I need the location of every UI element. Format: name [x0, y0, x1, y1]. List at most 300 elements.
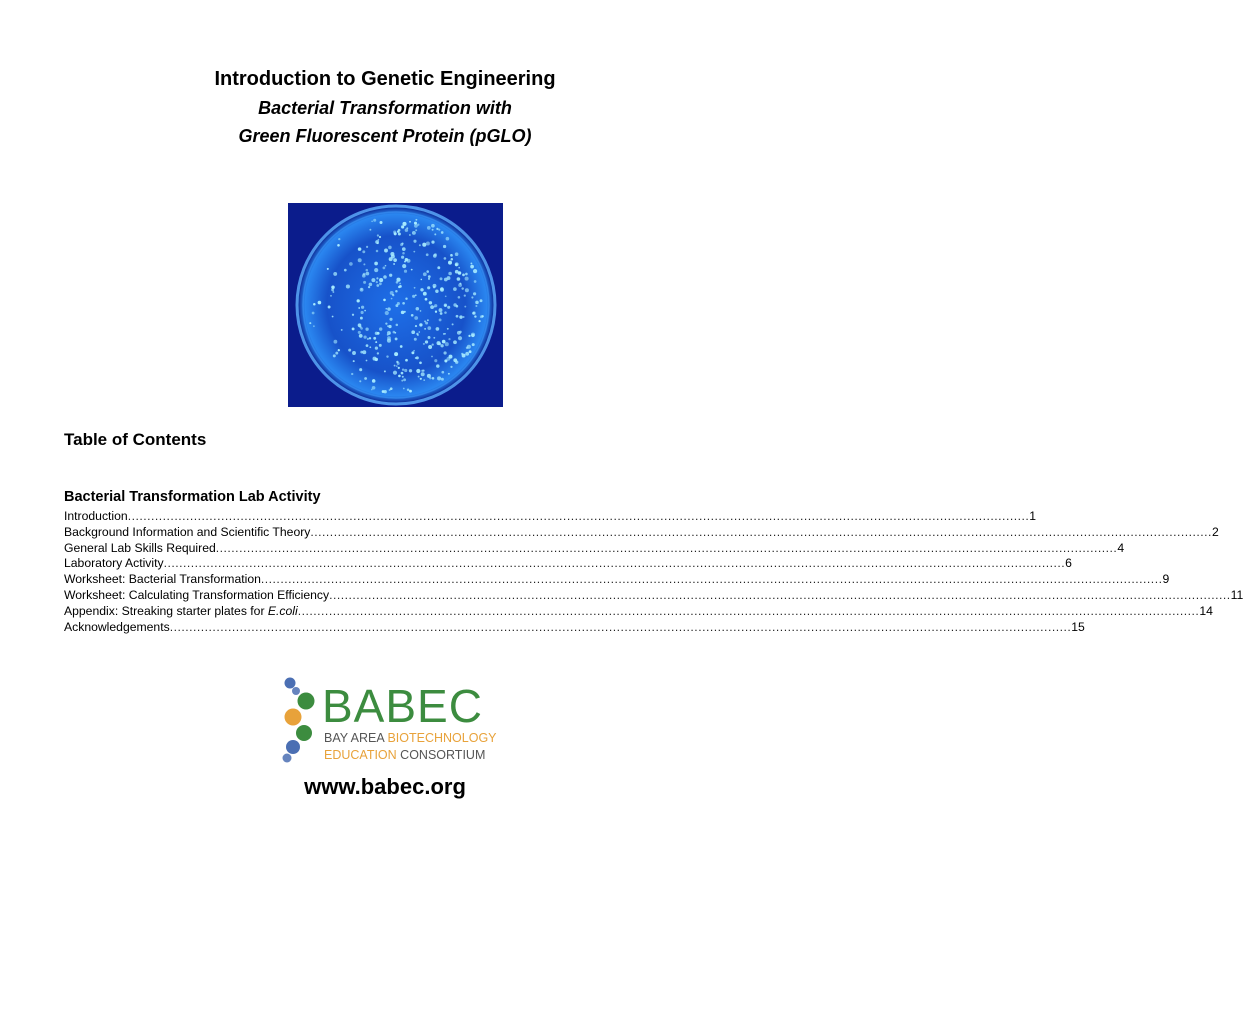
colony-dot [405, 359, 408, 362]
colony-dot [428, 278, 430, 280]
document-title: Introduction to Genetic Engineering [214, 68, 556, 90]
colony-dot [440, 287, 444, 291]
colony-dot [433, 286, 435, 288]
colony-dot [360, 317, 363, 320]
colony-dot [398, 367, 400, 369]
colony-dot [464, 294, 466, 296]
colony-dot [457, 331, 461, 335]
colony-dot [373, 357, 377, 361]
colony-dot [472, 311, 476, 315]
toc-list [64, 509, 1243, 635]
colony-dot [432, 377, 435, 380]
colony-dot [393, 371, 397, 375]
colony-dot [379, 282, 382, 285]
colony-dot [456, 305, 459, 308]
colony-dot [358, 258, 362, 262]
colony-dot [470, 265, 474, 269]
toc-entry-page: 9 [1162, 572, 1170, 587]
colony-dot [448, 338, 450, 340]
colony-dot [369, 283, 373, 287]
colony-dot [440, 312, 443, 315]
colony-dot [378, 239, 380, 241]
colony-dot [344, 269, 347, 272]
colony-dot [424, 320, 426, 322]
colony-dot [398, 233, 401, 236]
colony-dot [396, 365, 398, 367]
toc-leader [164, 556, 1066, 572]
petri-dish-photo [288, 203, 503, 407]
colony-dot [404, 369, 407, 372]
colony-dot [438, 342, 441, 345]
toc-entry-page: 2 [1211, 524, 1219, 539]
colony-dot [388, 325, 391, 328]
colony-dot [413, 350, 415, 352]
colony-dot [414, 338, 417, 341]
toc-entry-page: 4 [1117, 540, 1125, 555]
colony-dot [395, 290, 398, 293]
colony-dot [468, 335, 470, 337]
colony-dot [451, 258, 454, 261]
colony-dot [443, 245, 446, 248]
colony-dot [333, 272, 337, 276]
toc-entry-page: 11 [1230, 587, 1243, 602]
colony-dot [426, 270, 429, 273]
colony-dot [341, 329, 343, 331]
colony-dot [445, 342, 449, 346]
colony-dot [402, 252, 405, 255]
colony-dot [415, 357, 417, 359]
colony-dot [376, 281, 378, 283]
colony-dot [387, 307, 391, 311]
colony-dot [402, 376, 404, 378]
toc-entry-page: 14 [1199, 603, 1213, 618]
colony-dot [427, 226, 431, 230]
colony-dot [439, 318, 442, 321]
toc-entry[interactable] [64, 509, 1037, 525]
colony-dot [372, 379, 376, 383]
colony-dot [338, 238, 340, 240]
colony-dot [330, 295, 332, 297]
colony-dot [358, 331, 361, 334]
colony-dot [346, 284, 350, 288]
colony-dot [400, 243, 403, 246]
colony-dot [393, 331, 396, 334]
colony-dot [465, 288, 469, 292]
colony-dot [348, 349, 351, 352]
colony-dot [313, 325, 315, 327]
colony-dot [333, 354, 336, 357]
colony-dot [376, 250, 379, 253]
colony-dot [431, 240, 434, 243]
colony-dot [427, 374, 431, 378]
colony-dot [446, 237, 450, 241]
colony-dot [450, 366, 452, 368]
colony-dot [432, 343, 434, 345]
colony-dot [374, 262, 378, 266]
toc-leader [128, 509, 1030, 525]
website-url[interactable]: www.babec.org [304, 774, 466, 799]
colony-dot [427, 319, 429, 321]
colony-dot [398, 286, 400, 288]
toc-entry-page: 6 [1065, 556, 1072, 571]
colony-dot [375, 341, 377, 343]
colony-dot [414, 316, 418, 320]
colony-dot [366, 246, 368, 248]
toc-leader [170, 620, 1072, 636]
colony-dot [458, 296, 461, 299]
colony-dot [389, 257, 393, 261]
colony-dot [475, 301, 479, 305]
colony-dot [426, 242, 430, 246]
colony-dot [385, 311, 389, 315]
colony-dot [437, 266, 440, 269]
colony-dot [475, 305, 477, 307]
colony-dot [369, 346, 371, 348]
colony-dot [428, 275, 431, 278]
toc-heading: Table of Contents [64, 430, 207, 449]
colony-dot [367, 338, 369, 340]
colony-dot [469, 350, 472, 353]
babec-logo [276, 675, 497, 767]
colony-dot [474, 280, 477, 283]
colony-dot [480, 299, 483, 302]
colony-dot [376, 277, 378, 279]
document-subtitle-line2: Green Fluorescent Protein (pGLO) [238, 126, 532, 146]
colony-dot [360, 351, 363, 354]
colony-dot [411, 314, 414, 317]
colony-dot [444, 257, 447, 260]
toc-entry[interactable] [64, 540, 1125, 557]
toc-entry-label: Worksheet: Bacterial Transformation [64, 572, 261, 587]
colony-dot [461, 287, 463, 289]
colony-dot [401, 226, 404, 229]
colony-dot [402, 368, 404, 370]
colony-dot [387, 336, 391, 340]
colony-dot [397, 302, 400, 305]
colony-dot [478, 320, 480, 322]
logo-tagline-line2: EDUCATION CONSORTIUM [324, 748, 486, 762]
colony-dot [413, 240, 416, 243]
colony-dot [361, 311, 364, 314]
colony-dot [411, 330, 415, 334]
toc-entry[interactable] [64, 572, 1170, 588]
colony-dot [448, 261, 452, 265]
colony-dot [395, 337, 398, 340]
toc-entry[interactable] [64, 603, 1213, 620]
colony-dot [449, 355, 453, 359]
colony-dot [402, 264, 406, 268]
colony-dot [444, 311, 447, 314]
colony-dot [414, 287, 416, 289]
colony-dot [432, 229, 434, 231]
colony-dot [459, 315, 462, 318]
colony-dot [383, 299, 386, 302]
toc-entry-label: Acknowledgements [64, 619, 170, 634]
colony-dot [388, 246, 392, 250]
toc-entry[interactable] [64, 556, 1072, 572]
colony-dot [415, 219, 417, 221]
colony-dot [422, 243, 426, 247]
toc-entry-label [64, 604, 298, 620]
colony-dot [435, 290, 438, 293]
colony-dot [379, 344, 382, 347]
toc-entry-label: Laboratory Activity [64, 556, 164, 571]
colony-dot [352, 327, 355, 330]
colony-dot [380, 221, 383, 224]
colony-dot [373, 337, 376, 340]
toc-entry-page: 1 [1029, 509, 1037, 523]
colony-dot [358, 307, 360, 309]
toc-entry[interactable] [64, 619, 1085, 636]
colony-dot [375, 346, 378, 349]
colony-dot [407, 388, 410, 391]
colony-dot [369, 337, 371, 339]
colony-dot [447, 306, 450, 309]
colony-dot [393, 263, 395, 265]
colony-dot [458, 336, 462, 340]
colony-dot [337, 244, 340, 247]
colony-dot [398, 229, 401, 232]
colony-dot [415, 229, 417, 231]
colony-dot [390, 291, 394, 295]
colony-dot [425, 340, 428, 343]
colony-dot [436, 228, 438, 230]
colony-dot [328, 306, 331, 309]
colony-dot [379, 327, 382, 330]
colony-dot [371, 278, 375, 282]
colony-dot [403, 388, 405, 390]
colony-dot [359, 326, 361, 328]
colony-dot [338, 349, 340, 351]
colony-dot [411, 351, 414, 354]
colony-dot [373, 219, 376, 222]
colony-dot [374, 268, 378, 272]
colony-dot [404, 270, 407, 273]
toc-entry-page: 15 [1071, 619, 1085, 634]
colony-dot [376, 284, 379, 287]
colony-dot [442, 340, 446, 344]
colony-dot [332, 291, 334, 293]
colony-dot [419, 361, 422, 364]
colony-dot [453, 287, 457, 291]
colony-dot [365, 328, 368, 331]
colony-dot [481, 315, 483, 317]
colony-dot [369, 229, 371, 231]
colony-dot [462, 354, 466, 358]
colony-dot [332, 316, 334, 318]
dna-dots-icon [283, 678, 315, 763]
colony-dot [396, 278, 400, 282]
colony-dot [419, 323, 422, 326]
colony-dot [398, 375, 401, 378]
colony-dot [437, 376, 441, 380]
colony-dot [421, 372, 425, 376]
colony-dot [358, 247, 362, 251]
colony-dot [412, 295, 415, 298]
toc-entry-label: Background Information and Scientific Theory [64, 524, 311, 539]
colony-dot [364, 310, 366, 312]
colony-dot [377, 234, 379, 236]
colony-dot [471, 333, 475, 337]
colony-dot [393, 258, 397, 262]
toc-entry-label: Introduction [64, 509, 128, 523]
document-subtitle-line1: Bacterial Transformation with [258, 98, 512, 118]
colony-dot [387, 325, 389, 327]
toc-leader [298, 604, 1200, 620]
colony-dot [385, 308, 387, 310]
toc-entry-label: General Lab Skills Required [64, 540, 216, 555]
colony-dot [439, 308, 443, 312]
colony-dot [447, 328, 449, 330]
colony-dot [431, 224, 435, 228]
colony-dot [396, 361, 398, 363]
colony-dot [431, 356, 433, 358]
colony-dot [362, 274, 366, 278]
colony-dot [465, 277, 469, 281]
colony-dot [366, 360, 368, 362]
colony-dot [418, 376, 420, 378]
colony-dot [402, 247, 406, 251]
colony-dot [465, 273, 468, 276]
colony-dot [385, 322, 387, 324]
colony-dot [436, 364, 439, 367]
colony-dot [389, 389, 391, 391]
colony-dot [424, 328, 426, 330]
colony-dot [440, 344, 443, 347]
colony-dot [389, 318, 392, 321]
colony-dot [384, 249, 388, 253]
colony-dot [387, 331, 391, 335]
colony-dot [401, 380, 403, 382]
colony-dot [412, 231, 416, 235]
toc-entry[interactable] [64, 587, 1243, 604]
colony-dot [423, 272, 427, 276]
colony-dot [409, 234, 411, 236]
colony-dot [405, 298, 407, 300]
colony-dot [318, 301, 322, 305]
colony-dot [433, 337, 435, 339]
colony-dot [427, 286, 430, 289]
toc-entry[interactable] [64, 524, 1219, 541]
colony-dot [352, 351, 356, 355]
colony-dot [401, 372, 404, 375]
colony-dot [444, 278, 448, 282]
colony-dot [359, 380, 361, 382]
colony-dot [383, 267, 386, 270]
colony-dot [379, 278, 383, 282]
colony-dot [334, 340, 338, 344]
colony-dot [434, 359, 437, 362]
colony-dot [384, 390, 387, 393]
colony-dot [438, 229, 440, 231]
colony-dot [450, 254, 453, 257]
colony-dot [413, 251, 415, 253]
colony-dot [467, 345, 471, 349]
colony-dot [428, 345, 432, 349]
colony-dot [458, 271, 462, 275]
colony-dot [327, 268, 329, 270]
colony-dot [445, 295, 447, 297]
colony-dot [455, 252, 459, 256]
colony-dot [411, 269, 413, 271]
colony-dot [448, 272, 452, 276]
colony-dot [377, 242, 379, 244]
colony-dot [353, 360, 355, 362]
colony-dot [401, 256, 404, 259]
logo-wordmark: BABEC [322, 680, 483, 732]
colony-dot [420, 378, 422, 380]
colony-dot [349, 262, 353, 266]
colony-dot [435, 311, 437, 313]
colony-dot [458, 267, 460, 269]
colony-dot [375, 332, 378, 335]
colony-dot [402, 302, 405, 305]
colony-dot [436, 327, 440, 331]
colony-dot [473, 292, 476, 295]
colony-dot [366, 269, 369, 272]
colony-dot [389, 274, 392, 277]
colony-dot [363, 263, 365, 265]
colony-dot [463, 316, 465, 318]
colony-dot [423, 379, 425, 381]
colony-dot [441, 231, 444, 234]
colony-dot [409, 221, 411, 223]
colony-dot [357, 299, 360, 302]
toc-leader [216, 541, 1118, 557]
colony-dot [420, 288, 423, 291]
colony-dot [404, 261, 406, 263]
colony-dot [465, 352, 469, 356]
colony-dot [371, 220, 373, 222]
colony-dot [464, 306, 466, 308]
colony-dot [423, 343, 425, 345]
colony-dot [362, 250, 365, 253]
colony-dot [312, 312, 315, 315]
colony-dot [423, 292, 427, 296]
toc-leader [310, 525, 1212, 541]
colony-dot [416, 307, 420, 311]
colony-dot [372, 386, 376, 390]
colony-dot [429, 301, 432, 304]
colony-dot [430, 305, 434, 309]
toc-entry-label-italic: E.coli [267, 603, 298, 618]
colony-dot [474, 315, 476, 317]
colony-dot [444, 359, 447, 362]
colony-dot [434, 253, 437, 256]
colony-dot [472, 343, 475, 346]
colony-dot [377, 352, 379, 354]
colony-dot [391, 298, 393, 300]
colony-dot [366, 272, 370, 276]
colony-dot [309, 322, 311, 324]
colony-dot [331, 286, 335, 290]
colony-dot [386, 355, 388, 357]
colony-dot [417, 334, 419, 336]
colony-dot [394, 365, 396, 367]
colony-dot [440, 277, 443, 280]
colony-dot [444, 351, 447, 354]
colony-dot [414, 224, 418, 228]
colony-dot [359, 334, 363, 338]
colony-dot [351, 373, 353, 375]
colony-dot [425, 298, 428, 301]
colony-dot [458, 283, 462, 287]
colony-dot [400, 345, 403, 348]
colony-dot [361, 288, 363, 290]
colony-dot [366, 344, 369, 347]
colony-dot [453, 340, 457, 344]
toc-leader [261, 572, 1163, 588]
